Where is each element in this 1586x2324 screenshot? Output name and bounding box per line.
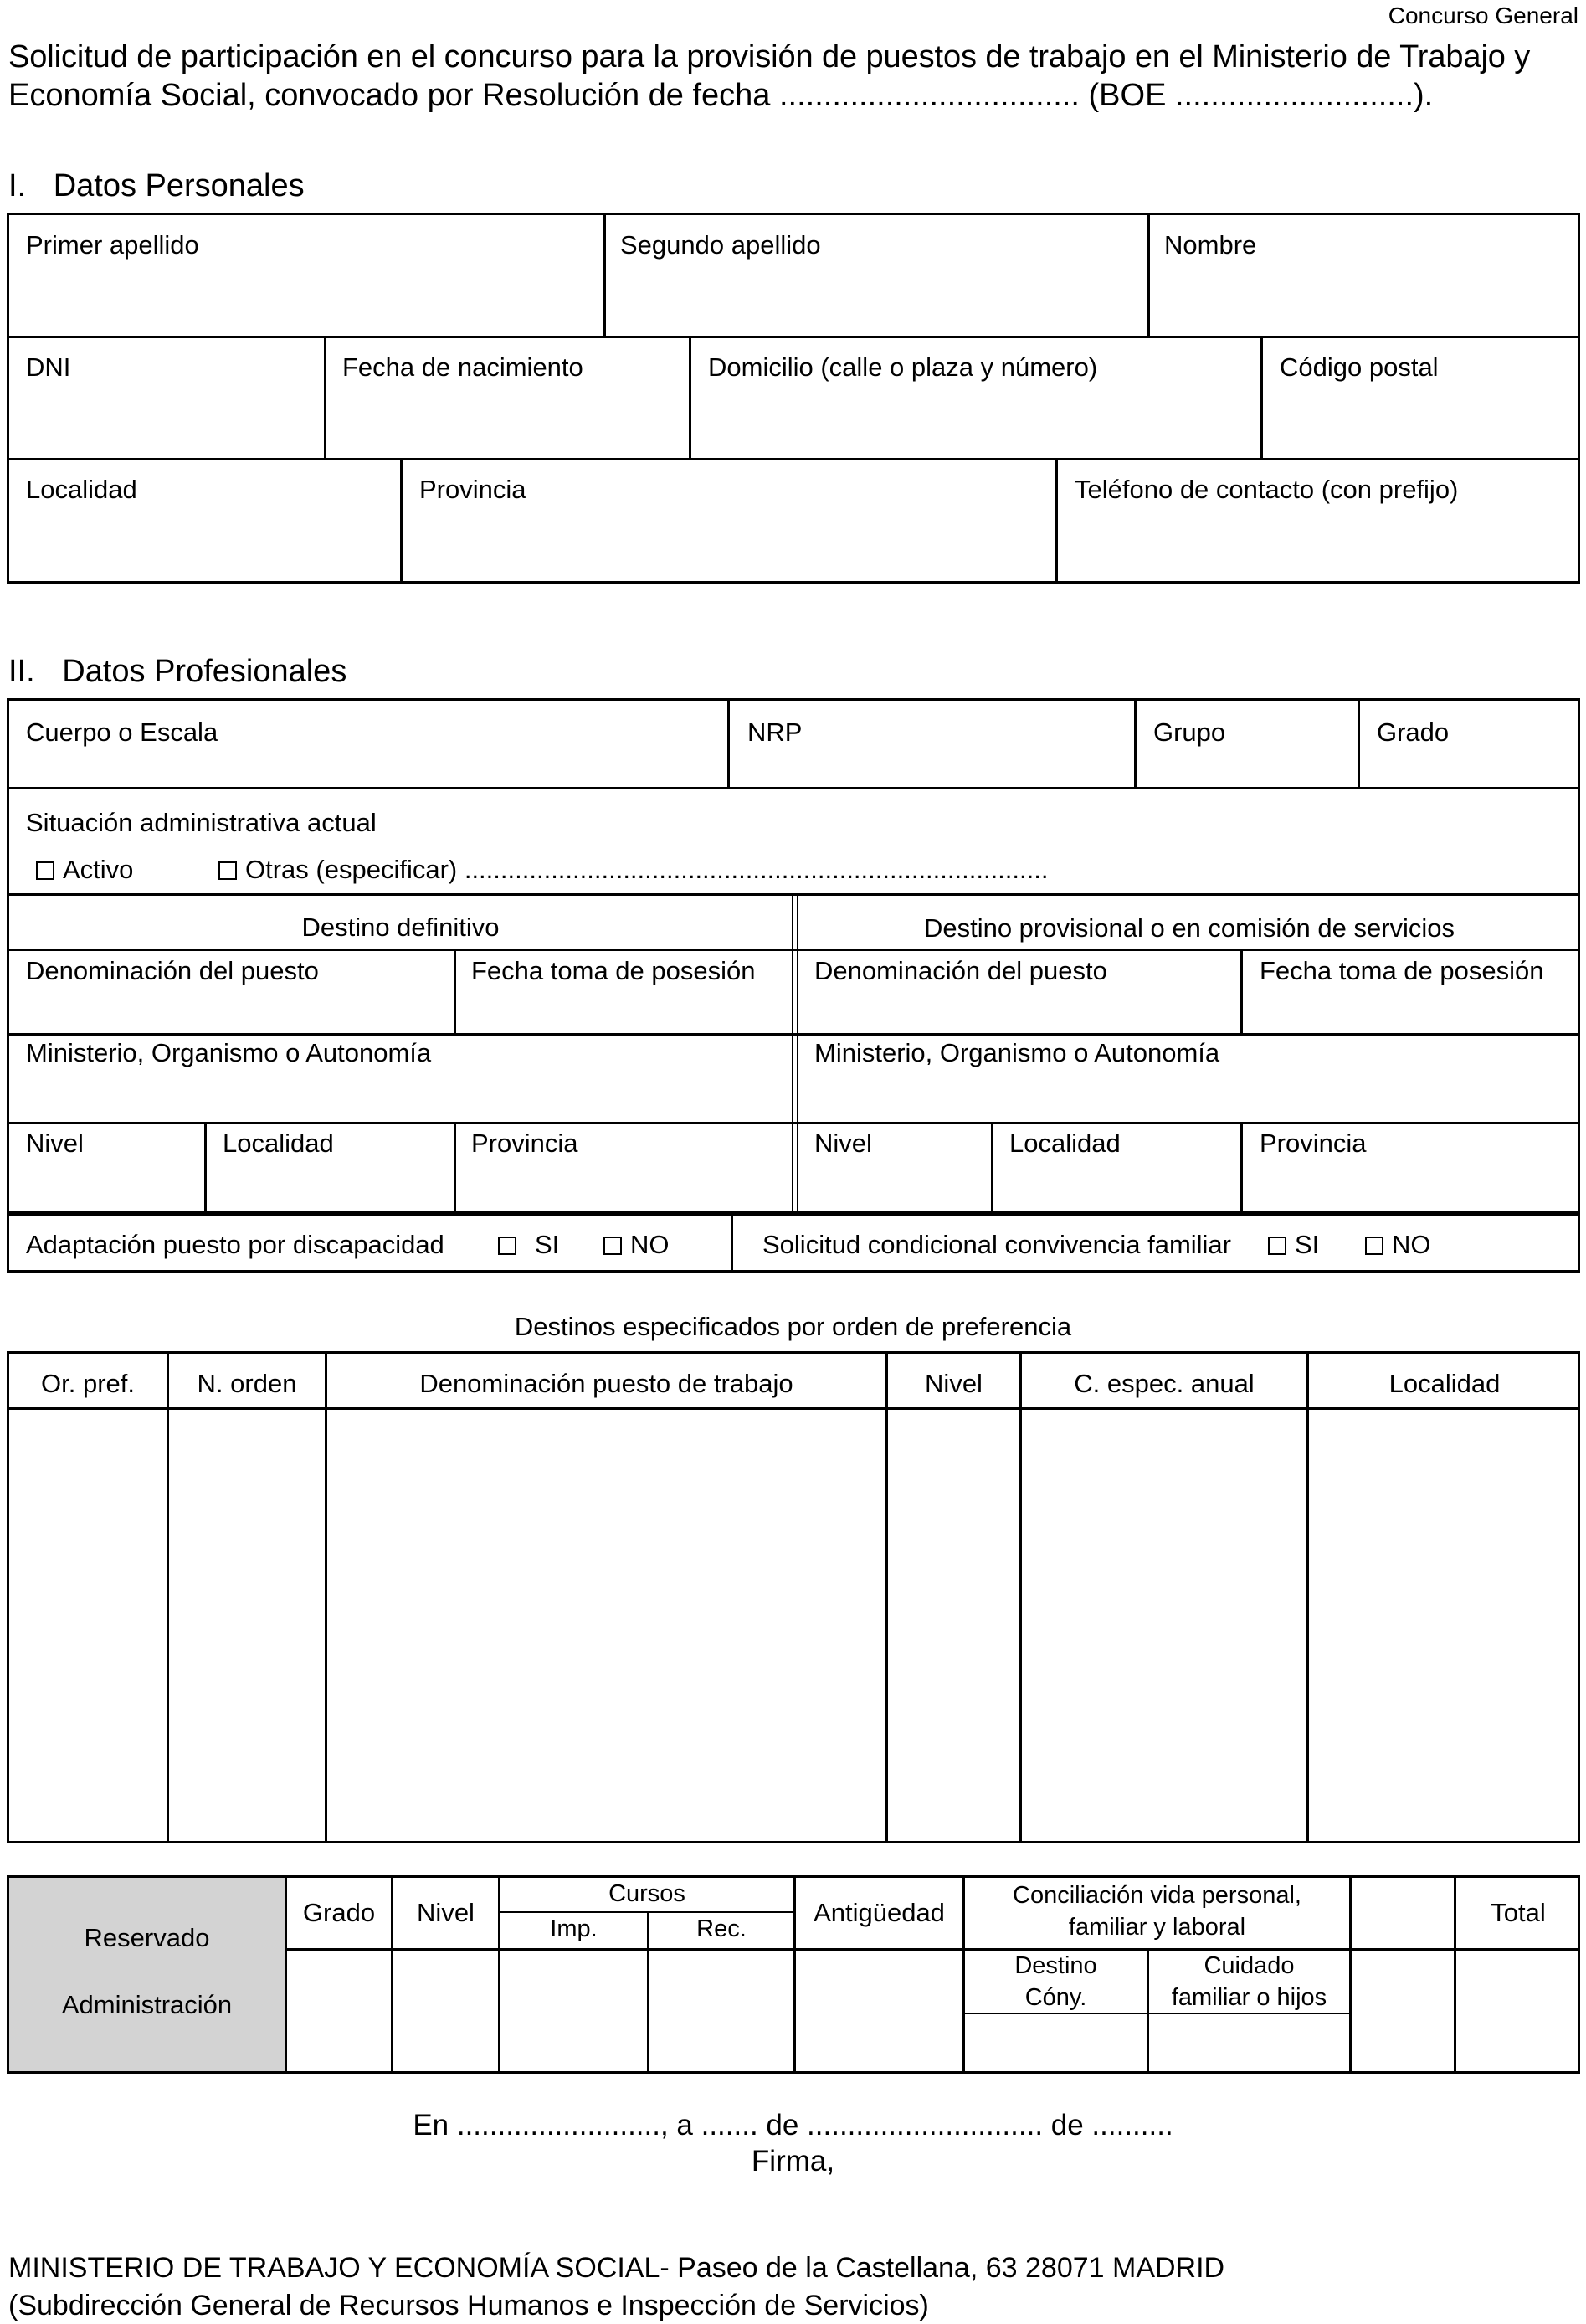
col-header-nivel: Nivel [925, 1369, 983, 1398]
cuerpo-label: Cuerpo o Escala [26, 717, 218, 747]
condicional-no-label: NO [1392, 1230, 1431, 1259]
section-personal-heading [8, 167, 305, 204]
condicional-no-option[interactable] [1365, 1230, 1431, 1260]
nombre-label: Nombre [1164, 230, 1257, 260]
otras-checkbox[interactable] [218, 861, 237, 880]
reservado-label: Reservado [84, 1923, 210, 1952]
prov-localidad-label: Localidad [1009, 1129, 1121, 1158]
condicional-si-label: SI [1295, 1230, 1320, 1259]
condicional-si-checkbox[interactable] [1268, 1237, 1286, 1255]
destinos-block [7, 893, 1580, 1214]
grado-label: Grado [1377, 717, 1450, 747]
form-tag: Concurso General [1388, 3, 1578, 28]
firma-label: Firma, [751, 2145, 835, 2177]
res-antiguedad-header: Antigüedad [814, 1898, 945, 1927]
section-number: I. [8, 168, 27, 203]
activo-label: Activo [63, 855, 134, 884]
adaptacion-label: Adaptación puesto por discapacidad [26, 1230, 444, 1259]
form-title-line2: Economía Social, convocado por Resolución de fecha .................................. (BOE ...........................). [8, 78, 1434, 113]
localidad-label: Localidad [26, 475, 137, 504]
adaptacion-no-option[interactable] [603, 1230, 670, 1260]
prov-provincia-label: Provincia [1260, 1129, 1367, 1158]
adaptacion-si-label: SI [535, 1230, 560, 1259]
place-date-line: En ........................., a ....... de ............................. de .......... [413, 2109, 1173, 2141]
condicional-si-option[interactable] [1268, 1230, 1319, 1260]
segundo-apellido-label: Segundo apellido [620, 230, 821, 260]
adaptacion-row [7, 1214, 1580, 1273]
col-header-denominacion: Denominación puesto de trabajo [419, 1369, 793, 1398]
res-total-header: Total [1491, 1898, 1546, 1927]
destino-definitivo-header: Destino definitivo [301, 913, 500, 942]
section-title: Datos Personales [53, 168, 305, 203]
res-cursos-header: Cursos [608, 1880, 685, 1907]
res-rec-header: Rec. [696, 1915, 747, 1942]
domicilio-label: Domicilio (calle o plaza y número) [708, 352, 1098, 382]
activo-option[interactable] [36, 855, 133, 885]
provincia-label: Provincia [419, 475, 526, 504]
section-title: Datos Profesionales [62, 654, 347, 689]
footer-ministry: MINISTERIO DE TRABAJO Y ECONOMÍA SOCIAL- Paseo de la Castellana, 63 28071 MADRID [8, 2252, 1225, 2284]
def-provincia-label: Provincia [471, 1129, 578, 1158]
res-grado-header: Grado [302, 1898, 376, 1927]
res-cuidado-line1: Cuidado [1204, 1952, 1295, 1979]
fecha-nacimiento-label: Fecha de nacimiento [342, 352, 583, 382]
def-localidad-label: Localidad [223, 1129, 334, 1158]
res-nivel-header: Nivel [417, 1898, 475, 1927]
def-ministerio-label: Ministerio, Organismo o Autonomía [26, 1038, 432, 1067]
def-fecha-toma-label: Fecha toma de posesión [471, 956, 756, 985]
personal-data-table [7, 213, 1580, 584]
adaptacion-no-checkbox[interactable] [603, 1237, 622, 1255]
section-professional-heading [8, 653, 346, 690]
prov-denominacion-label: Denominación del puesto [814, 956, 1107, 985]
footer-subdireccion: (Subdirección General de Recursos Humanos e Inspección de Servicios) [8, 2290, 929, 2321]
destinos-table-title: Destinos especificados por orden de preferencia [514, 1312, 1072, 1341]
res-destino-line1: Destino [1014, 1952, 1097, 1979]
otras-label: Otras (especificar) ................................................................................. [245, 855, 1049, 884]
def-nivel-label: Nivel [26, 1129, 84, 1158]
telefono-label: Teléfono de contacto (con prefijo) [1075, 475, 1459, 504]
primer-apellido-label: Primer apellido [26, 230, 199, 260]
prov-nivel-label: Nivel [814, 1129, 872, 1158]
col-header-c-espec: C. espec. anual [1074, 1369, 1255, 1398]
grupo-label: Grupo [1153, 717, 1226, 747]
adaptacion-no-label: NO [630, 1230, 670, 1259]
destinos-table [7, 1351, 1580, 1843]
res-imp-header: Imp. [550, 1915, 598, 1942]
activo-checkbox[interactable] [36, 861, 54, 880]
col-header-localidad: Localidad [1388, 1369, 1501, 1398]
form-title-line1: Solicitud de participación en el concurso para la provisión de puestos de trabajo en el Ministerio de Trabajo y [8, 39, 1531, 75]
col-header-or-pref: Or. pref. [41, 1369, 135, 1398]
situacion-row [7, 787, 1580, 896]
codigo-postal-label: Código postal [1280, 352, 1439, 382]
nrp-label: NRP [747, 717, 803, 747]
section-number: II. [8, 654, 35, 689]
otras-option[interactable] [218, 855, 1048, 885]
adaptacion-si-option[interactable] [498, 1230, 559, 1260]
res-conciliacion-line1: Conciliación vida personal, [1013, 1882, 1301, 1909]
cuerpo-row [7, 698, 1580, 789]
res-conciliacion-line2: familiar y laboral [1068, 1914, 1246, 1941]
prov-fecha-toma-label: Fecha toma de posesión [1260, 956, 1544, 985]
solicitud-condicional-label: Solicitud condicional convivencia familiar [762, 1230, 1231, 1259]
prov-ministerio-label: Ministerio, Organismo o Autonomía [814, 1038, 1220, 1067]
adaptacion-si-checkbox[interactable] [498, 1237, 516, 1255]
reservado-table [7, 1875, 1580, 2074]
res-cuidado-line2: familiar o hijos [1171, 1984, 1327, 2011]
dni-label: DNI [26, 352, 71, 382]
res-destino-line2: Cóny. [1024, 1984, 1087, 2011]
def-denominacion-label: Denominación del puesto [26, 956, 319, 985]
destino-provisional-header: Destino provisional o en comisión de servicios [923, 913, 1455, 943]
situacion-label: Situación administrativa actual [26, 808, 377, 837]
col-header-n-orden: N. orden [197, 1369, 297, 1398]
condicional-no-checkbox[interactable] [1365, 1237, 1383, 1255]
administracion-label: Administración [61, 1990, 233, 2019]
reservado-shaded-cell [9, 1878, 285, 2071]
